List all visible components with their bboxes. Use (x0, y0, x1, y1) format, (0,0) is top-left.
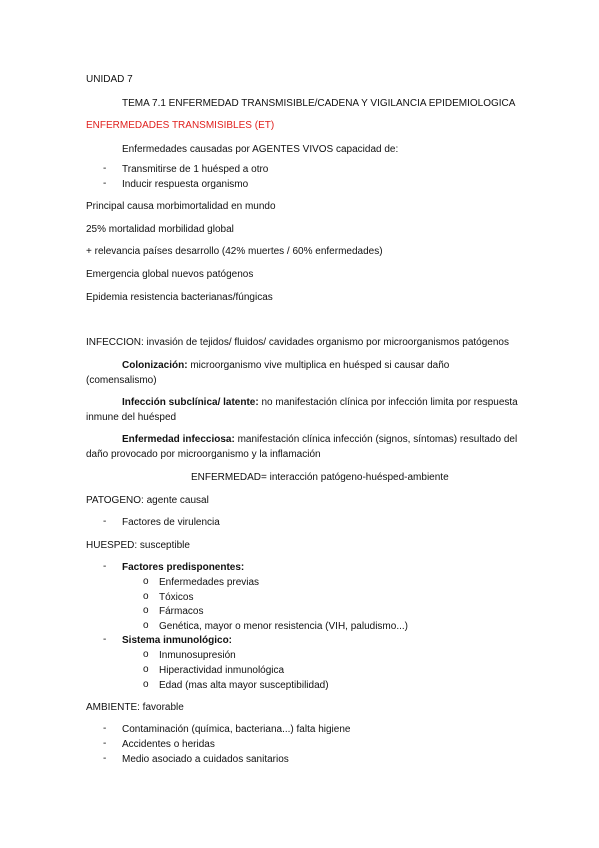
subclinical-text: no manifestación clínica por infección limita por respuesta inmune del huésped (86, 397, 518, 423)
topic-heading: TEMA 7.1 ENFERMEDAD TRANSMISIBLE/CADENA Y VIGILANCIA EPIDEMIOLOGICA (122, 98, 516, 109)
list-item: Contaminación (química, bacteriana...) falta higiene (122, 724, 351, 735)
sub-bullet: o (143, 605, 149, 616)
infection-definition: INFECCION: invasión de tejidos/ fluidos/ cavidades organismo por microorganismos patógenos (86, 337, 509, 348)
list-item: Medio asociado a cuidados sanitarios (122, 754, 289, 765)
sub-list-item: Genética, mayor o menor resistencia (VIH, paludismo...) (159, 621, 408, 632)
list-item: Factores de virulencia (122, 517, 220, 528)
immune-title: Sistema inmunológico: (122, 635, 233, 646)
pathogen-heading: PATOGENO: agente causal (86, 495, 209, 506)
sub-bullet: o (143, 664, 149, 675)
subclinical-paragraph (86, 395, 518, 425)
fact-line: Emergencia global nuevos patógenos (86, 269, 254, 280)
predisposing-title: Factores predisponentes: (122, 562, 245, 573)
disease-formula: ENFERMEDAD= interacción patógeno-huésped-ambiente (191, 472, 449, 483)
sub-list-item: Inmunosupresión (159, 650, 236, 661)
sub-list-item: Tóxicos (159, 592, 194, 603)
dash-bullet: - (103, 516, 107, 527)
sub-bullet: o (143, 620, 149, 631)
dash-bullet: - (103, 178, 107, 189)
sub-bullet: o (143, 591, 149, 602)
fact-line: 25% mortalidad morbilidad global (86, 224, 234, 235)
intro-text: Enfermedades causadas por AGENTES VIVOS capacidad de: (122, 144, 399, 155)
sub-bullet: o (143, 576, 149, 587)
sub-list-item: Enfermedades previas (159, 577, 260, 588)
fact-line: + relevancia países desarrollo (42% muertes / 60% enfermedades) (86, 246, 383, 257)
dash-bullet: - (103, 163, 107, 174)
list-item: Inducir respuesta organismo (122, 179, 249, 190)
environment-heading: AMBIENTE: favorable (86, 702, 184, 713)
infectious-paragraph (86, 432, 518, 462)
infectious-term: Enfermedad infecciosa: (122, 434, 235, 445)
dash-bullet: - (103, 723, 107, 734)
sub-list-item: Edad (mas alta mayor susceptibilidad) (159, 680, 329, 691)
section-title: ENFERMEDADES TRANSMISIBLES (ET) (86, 120, 275, 131)
colonization-text: microorganismo vive multiplica en huésped si causar daño (comensalismo) (86, 360, 450, 386)
dash-bullet: - (103, 561, 107, 572)
dash-bullet: - (103, 634, 107, 645)
host-heading: HUESPED: susceptible (86, 540, 190, 551)
sub-bullet: o (143, 679, 149, 690)
infectious-text: manifestación clínica infección (signos, síntomas) resultado del daño provocado por microorganismo y la inflamación (86, 434, 518, 460)
colonization-term: Colonización: (122, 360, 188, 371)
fact-line: Principal causa morbimortalidad en mundo (86, 201, 276, 212)
dash-bullet: - (103, 753, 107, 764)
dash-bullet: - (103, 738, 107, 749)
list-item: Accidentes o heridas (122, 739, 215, 750)
sub-list-item: Hiperactividad inmunológica (159, 665, 285, 676)
unit-heading: UNIDAD 7 (86, 74, 133, 85)
sub-list-item: Fármacos (159, 606, 204, 617)
sub-bullet: o (143, 649, 149, 660)
list-item: Transmitirse de 1 huésped a otro (122, 164, 269, 175)
subclinical-term: Infección subclínica/ latente: (122, 397, 259, 408)
fact-line: Epidemia resistencia bacterianas/fúngicas (86, 292, 273, 303)
colonization-paragraph (86, 358, 518, 388)
